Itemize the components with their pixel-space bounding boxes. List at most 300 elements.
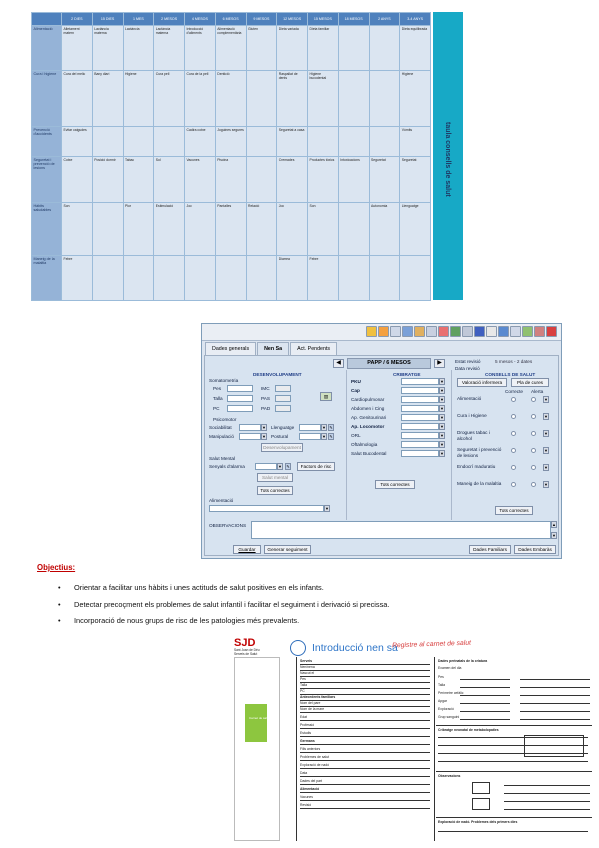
desenvolupament-heading: DESENVOLUPAMENT [253, 372, 302, 377]
alerta-radio[interactable] [531, 465, 536, 470]
consell-label: Maneig de la malaltia [457, 481, 502, 486]
tots-correctes-button[interactable]: Tots correctes [495, 506, 533, 515]
chevron-down-icon[interactable]: ▼ [440, 388, 444, 393]
form-underline [520, 719, 590, 720]
table-cell: Intoxicacions [338, 157, 369, 203]
row-header: Alimentació [32, 26, 62, 71]
table-cell: Son [308, 203, 339, 256]
scroll-up-icon[interactable]: ▲ [552, 522, 556, 527]
table-cell: Dieta variada [277, 26, 308, 71]
valoracio-button[interactable]: Valoració infermera [457, 378, 507, 387]
table-cell: Seguretat a casa [277, 127, 308, 157]
row-header: Cura i higiene [32, 71, 62, 127]
form-underline [300, 784, 430, 785]
table-cell: Autonomia [369, 203, 400, 256]
objectius-title: Objectius: [37, 563, 76, 572]
next-button[interactable]: ▶ [434, 359, 445, 368]
imc-input [275, 385, 291, 392]
scroll-down-icon[interactable]: ▼ [552, 533, 556, 538]
postural-select[interactable] [299, 433, 321, 440]
table-cell [338, 71, 369, 127]
form-underline [300, 664, 430, 665]
form-underline [300, 752, 430, 753]
table-cell [185, 256, 216, 301]
table-cell: Raspallat de dents [277, 71, 308, 127]
chevron-down-icon[interactable]: ▼ [325, 506, 329, 511]
left-margin [234, 657, 280, 841]
cribratge-label: Cardiopulmonar [351, 397, 385, 402]
salut-mental-button[interactable]: Salut mental [257, 473, 293, 482]
chevron-down-icon[interactable]: ▼ [544, 431, 548, 436]
calendar-icon[interactable] [426, 326, 437, 337]
form-underline [460, 679, 510, 680]
form-underline [300, 744, 430, 745]
table-cell: Vacunes [185, 157, 216, 203]
table-cell: Bany diari [92, 71, 123, 127]
cribratge-label: Ap. Genitourinari [351, 415, 387, 420]
table-cell: Pantalles [215, 203, 246, 256]
pc-input[interactable] [227, 405, 253, 412]
consells-heading: CONSELLS DE SALUT [485, 372, 536, 377]
bullet-icon: • [58, 599, 61, 609]
alerta-radio[interactable] [531, 431, 536, 436]
table-cell: Sol [154, 157, 185, 203]
senyals-select[interactable] [255, 463, 277, 470]
table-cell [92, 127, 123, 157]
right-label: Exploració [438, 707, 454, 711]
exit-icon[interactable] [546, 326, 557, 337]
cribratge-label: Abdomen i Cing [351, 406, 385, 411]
form-underline [300, 700, 430, 701]
health-advice-table [31, 12, 463, 300]
consell-label: Cura i Higiene [457, 413, 487, 418]
form-underline [460, 719, 510, 720]
objective-text: Orientar a facilitar uns hàbits i unes actituds de salut positives en els infants. [74, 583, 324, 592]
table-cell: Plor [123, 203, 154, 256]
table-cell: Llenguatge [400, 203, 431, 256]
cribratge-label: Salut Bucodental [351, 451, 387, 456]
state-value: 5 mesos - 2 dates [495, 359, 533, 364]
cribratge-select[interactable] [401, 423, 439, 430]
observacions-textarea[interactable] [251, 521, 551, 539]
consell-label: Drogues tabac i alcohol [457, 430, 490, 441]
edit-icon[interactable]: ✎ [329, 425, 333, 430]
tab-nen-sa[interactable]: Nen Sa [257, 342, 289, 355]
form-underline [300, 768, 430, 769]
tab-bar [205, 342, 338, 355]
form-underline [438, 831, 588, 832]
table-cell: Tabac [123, 157, 154, 203]
right-label: Apgar [438, 699, 448, 703]
table-cell: Piscina [215, 157, 246, 203]
app-window [201, 323, 562, 559]
consell-label: Alimentació [457, 396, 482, 401]
growth-chart-button[interactable]: ▥ [320, 392, 332, 401]
form-label: Antecedents familiars [300, 695, 336, 699]
form-label: Problemes de salut [300, 755, 330, 759]
papp-title: PAPP / 6 MESOS [347, 358, 431, 369]
pla-cures-button[interactable]: Pla de cures [511, 378, 549, 387]
form-underline [460, 711, 510, 712]
corner-header [32, 13, 62, 26]
state-label: Estat revisió [455, 359, 481, 364]
cribratge-select[interactable] [401, 450, 439, 457]
form-label: Pes [300, 677, 306, 681]
table-cell: Febre [62, 256, 93, 301]
senyals-label: Senyals d'alarma [209, 464, 245, 469]
table-cell [338, 26, 369, 71]
manipulacio-label: Manipulació [209, 434, 235, 439]
tots-correctes-button[interactable]: Tots correctes [375, 480, 415, 489]
intake-form [234, 637, 595, 841]
right-low-header: Observacions [438, 774, 461, 778]
form-label: Exploració de nadó [300, 763, 330, 767]
table-cell: Estimulació [154, 203, 185, 256]
edit-icon[interactable]: ✎ [286, 464, 290, 469]
col-header: 2 MESOS [154, 13, 185, 26]
section-rule [436, 771, 592, 772]
col-header: 15 DIES [92, 13, 123, 26]
nen-sa-panel [204, 355, 559, 556]
form-label: Data [300, 771, 308, 775]
correcte-header: Correcte [505, 389, 523, 394]
col-header: 4 MESOS [185, 13, 216, 26]
table-cell [92, 256, 123, 301]
correcte-radio[interactable] [511, 465, 516, 470]
table-cell [338, 256, 369, 301]
col-header: 9 MESOS [246, 13, 277, 26]
toolbar-icons [366, 326, 557, 337]
sjd-subtitle: Sant Joan de Déu Serveis de Salut [234, 648, 260, 656]
chevron-down-icon[interactable]: ▼ [278, 464, 282, 469]
table-cell: Seguretat [369, 157, 400, 203]
alerta-header: Alerta [531, 389, 544, 394]
talla-label: Talla [213, 396, 223, 401]
cribratge-label: Oftalmologia [351, 442, 378, 447]
pc-label: PC [213, 406, 220, 411]
col-header: 15 MESOS [308, 13, 339, 26]
cribratge-label: Ap. Locomotor [351, 424, 385, 429]
row-header: Hàbits saludables [32, 203, 62, 256]
form-underline [520, 711, 590, 712]
cribratge-select[interactable] [401, 396, 439, 403]
form-underline [300, 728, 430, 729]
form-underline [300, 760, 430, 761]
form-underline [504, 793, 590, 794]
row-header: Seguretat i prevenció de lesions [32, 157, 62, 203]
right-label: Perímetre cefàlic [438, 691, 464, 695]
form-label: Nascut el [300, 671, 315, 675]
table-cell: Febre [308, 256, 339, 301]
toolbar [202, 324, 561, 341]
form-label: Nom de la mare [300, 707, 325, 711]
chevron-down-icon[interactable]: ▼ [440, 433, 444, 438]
chevron-down-icon[interactable]: ▼ [322, 425, 326, 430]
form-underline [300, 800, 430, 801]
col-header: 2 ANYS [369, 13, 400, 26]
chevron-down-icon[interactable]: ▼ [440, 451, 444, 456]
form-underline [300, 712, 430, 713]
table-cell: Alimentació complementària [215, 26, 246, 71]
pes-input[interactable] [227, 385, 253, 392]
date-label: Data revisió [455, 366, 480, 371]
form-underline [460, 695, 510, 696]
search-icon[interactable] [402, 326, 413, 337]
sidebar-title: taula consells de salut [444, 122, 451, 197]
table-cell [246, 71, 277, 127]
right-mid-header: Cribratge neonatal de metabolopaties [438, 728, 499, 732]
right-label: Grup sanguini [438, 715, 460, 719]
form-underline [300, 720, 430, 721]
form-underline [520, 679, 590, 680]
chevron-down-icon[interactable]: ▼ [440, 424, 444, 429]
cribratge-select[interactable] [401, 405, 439, 412]
form-underline [460, 687, 510, 688]
alimentacio-label: Alimentació [209, 498, 234, 503]
col-header: 3-4 ANYS [400, 13, 431, 26]
window-icon[interactable] [498, 326, 509, 337]
salut-mental-label: Salut Mental [209, 456, 236, 461]
consell-label: Endocrí maduratiu [457, 464, 496, 469]
col-header: 6 MESOS [215, 13, 246, 26]
table-cell [369, 71, 400, 127]
table-cell: Cura pell [154, 71, 185, 127]
table-cell [369, 256, 400, 301]
pad-label: PAD [261, 406, 271, 411]
table-cell [246, 256, 277, 301]
right-bottom-header: Exploració de nadó. Problemes dels primers dies [438, 820, 518, 824]
column-divider [296, 657, 297, 841]
table-cell [246, 127, 277, 157]
carnet-salut-text: Carnet de salut [249, 716, 270, 720]
table-cell: Cura del melic [62, 71, 93, 127]
field-box [472, 782, 490, 794]
cribratge-label: PKU [351, 379, 361, 384]
form-underline [520, 695, 590, 696]
table-cell: Relació [246, 203, 277, 256]
table-cell: Productes tòxics [308, 157, 339, 203]
sjd-logo: SJD [234, 637, 256, 649]
alert-icon[interactable] [438, 326, 449, 337]
chart-icon[interactable] [450, 326, 461, 337]
form-underline [300, 792, 430, 793]
table-cell: Alletament matern [62, 26, 93, 71]
chevron-down-icon[interactable]: ▼ [262, 434, 266, 439]
chevron-down-icon[interactable]: ▼ [440, 415, 444, 420]
table-cell: Seguretat [400, 157, 431, 203]
dades-embaras-button[interactable]: Dades Embaràs [514, 545, 556, 554]
divider [346, 370, 347, 520]
chevron-down-icon[interactable]: ▼ [322, 434, 326, 439]
form-underline [300, 676, 430, 677]
alerta-radio[interactable] [531, 448, 536, 453]
form-label: Vacunes [300, 795, 313, 799]
info-icon[interactable] [474, 326, 485, 337]
bullet-icon: • [58, 583, 61, 592]
correcte-radio[interactable] [511, 448, 516, 453]
print-icon[interactable] [390, 326, 401, 337]
correcte-radio[interactable] [511, 431, 516, 436]
guardar-button[interactable]: Guardar [233, 545, 261, 554]
table-cell [154, 127, 185, 157]
table-cell: Cremades [277, 157, 308, 203]
prev-button[interactable]: ◀ [333, 359, 344, 368]
table-cell: Lactància materna [92, 26, 123, 71]
form-label: Talla [300, 683, 307, 687]
form-underline [438, 761, 588, 762]
dades-familiars-button[interactable]: Dades Familiars [469, 545, 511, 554]
sidebar-band [433, 12, 463, 300]
cribratge-label: ORL [351, 433, 361, 438]
tool-icon[interactable] [534, 326, 545, 337]
correcte-radio[interactable] [511, 482, 516, 487]
form-underline [504, 785, 590, 786]
cribratge-select[interactable] [401, 432, 439, 439]
pes-label: Pes [213, 386, 222, 391]
table-cell [215, 256, 246, 301]
table-cell: Evitar caigudes [62, 127, 93, 157]
table-cell: Cotxe [62, 157, 93, 203]
psicomotor-label: Psicomotor [213, 417, 237, 422]
manipulacio-select[interactable] [239, 433, 261, 440]
table-cell [338, 127, 369, 157]
consell-label: Seguretat i prevenció de lesions [457, 447, 502, 458]
column-divider [434, 657, 435, 841]
form-underline [520, 703, 590, 704]
list-item [58, 600, 578, 617]
section-rule [436, 725, 592, 726]
chevron-down-icon[interactable]: ▼ [440, 442, 444, 447]
chevron-down-icon[interactable]: ▼ [544, 448, 548, 453]
sociabilitat-select[interactable] [239, 424, 261, 431]
table-cell [123, 256, 154, 301]
chevron-down-icon[interactable]: ▼ [262, 425, 266, 430]
chevron-down-icon[interactable]: ▼ [440, 406, 444, 411]
alerta-radio[interactable] [531, 397, 536, 402]
cribratge-select[interactable] [401, 441, 439, 448]
form-label: Dades del part [300, 779, 323, 783]
handwritten-note: Registre al carnet de salut [391, 639, 472, 650]
save-icon[interactable] [378, 326, 389, 337]
field-box [472, 798, 490, 810]
table-cell: Lactància [123, 26, 154, 71]
col-header: 1 MES [123, 13, 154, 26]
table-row [32, 256, 431, 301]
imc-label: IMC [261, 386, 270, 391]
generar-seguiment-button[interactable]: Generar seguiment [264, 545, 311, 554]
chevron-down-icon[interactable]: ▼ [440, 397, 444, 402]
right-subheader: Examen del dia [438, 666, 462, 670]
observacions-label: OBSERVACIONS [209, 523, 247, 528]
talla-input[interactable] [227, 395, 253, 402]
list-icon[interactable] [510, 326, 521, 337]
cribratge-heading: CRIBRATGE [393, 372, 421, 377]
table-cell: Dieta equilibrada [400, 26, 431, 71]
table-cell: Higiene [123, 71, 154, 127]
table-cell: Joc [277, 203, 308, 256]
form-underline [460, 703, 510, 704]
table-cell [338, 203, 369, 256]
correcte-radio[interactable] [511, 397, 516, 402]
form-underline [300, 706, 430, 707]
form-underline [300, 688, 430, 689]
form-underline [504, 801, 590, 802]
sociabilitat-label: Sociabilitat [209, 425, 232, 430]
form-label: Alimentació [300, 787, 320, 791]
form-label: Nen/nena [300, 665, 315, 669]
table-cell: Higiene bucodental [308, 71, 339, 127]
carnet-salut-image [245, 704, 270, 742]
factors-risc-button[interactable]: Factors de risc [297, 462, 335, 471]
table-cell: Dentició [215, 71, 246, 127]
form-label: Serveis [300, 659, 313, 663]
document-icon[interactable] [486, 326, 497, 337]
form-underline [300, 694, 430, 695]
table-cell: Dieta familiar [308, 26, 339, 71]
stamp-box [524, 735, 584, 757]
col-header: 2 DIES [62, 13, 93, 26]
table-cell [123, 127, 154, 157]
table-cell [154, 256, 185, 301]
cribratge-select[interactable] [401, 414, 439, 421]
form-label: Germans [300, 739, 315, 743]
tots-correctes-button[interactable]: Tots correctes [257, 486, 293, 495]
col-header: 18 MESOS [338, 13, 369, 26]
alerta-radio[interactable] [531, 414, 536, 419]
cribratge-select[interactable] [401, 387, 439, 394]
catalonia-seal-icon [290, 640, 306, 656]
check-icon[interactable] [522, 326, 533, 337]
table-row [32, 127, 431, 157]
folder-icon[interactable] [366, 326, 377, 337]
tab-act-pendents[interactable]: Act. Pendents [290, 342, 337, 355]
chevron-down-icon[interactable]: ▼ [440, 379, 444, 384]
objectius-list [58, 583, 578, 633]
objective-text: Incorporació de nous grups de risc de les patologies més prevalents. [74, 616, 300, 625]
table-cell [92, 203, 123, 256]
right-label: Talla [438, 683, 445, 687]
chevron-down-icon[interactable]: ▼ [544, 397, 548, 402]
correcte-radio[interactable] [511, 414, 516, 419]
table-row [32, 71, 431, 127]
form-underline [300, 682, 430, 683]
form-label: PC [300, 689, 305, 693]
form-underline [300, 808, 430, 809]
form-label: Revisió [300, 803, 312, 807]
divider [451, 370, 452, 520]
chevron-down-icon[interactable]: ▼ [544, 465, 548, 470]
table-row [32, 157, 431, 203]
edit-icon[interactable] [414, 326, 425, 337]
alimentacio-select[interactable] [209, 505, 324, 512]
alerta-radio[interactable] [531, 482, 536, 487]
cribratge-select[interactable] [401, 378, 439, 385]
table-cell: Higiene [400, 71, 431, 127]
chevron-down-icon[interactable]: ▼ [544, 414, 548, 419]
form-underline [520, 687, 590, 688]
form-label: Nom del pare [300, 701, 321, 705]
llenguatge-select[interactable] [299, 424, 321, 431]
text-icon[interactable] [462, 326, 473, 337]
tab-dades-generals[interactable]: Dades generals [205, 342, 256, 355]
table-cell: Gluten [246, 26, 277, 71]
pas-input [275, 395, 291, 402]
chevron-down-icon[interactable]: ▼ [544, 482, 548, 487]
list-item [58, 616, 578, 633]
form-label: Estudis [300, 731, 312, 735]
edit-icon[interactable]: ✎ [329, 434, 333, 439]
desenvolupament-button[interactable]: Desenvolupament [261, 443, 303, 452]
